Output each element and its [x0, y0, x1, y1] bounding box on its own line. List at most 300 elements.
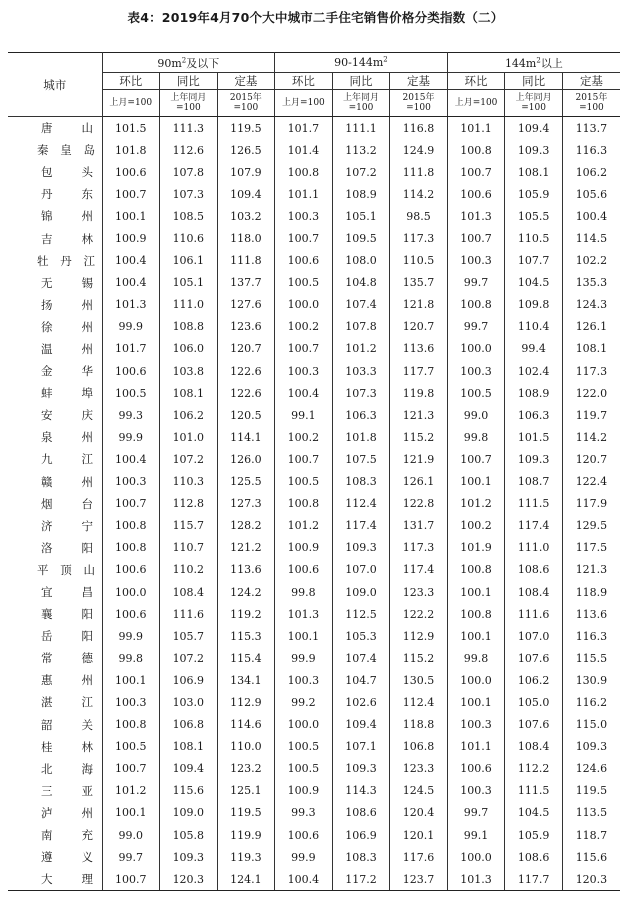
index-value-cell: 109.8 [505, 294, 563, 316]
city-name: 锦州 [41, 209, 93, 224]
index-value-cell: 100.6 [102, 161, 160, 183]
index-value-cell: 121.2 [217, 537, 275, 559]
index-value-cell: 105.1 [332, 205, 390, 227]
index-value-cell: 107.4 [332, 647, 390, 669]
index-value-cell: 119.7 [575, 408, 608, 422]
index-value-cell: 101.3 [447, 205, 505, 227]
index-value-cell: 135.7 [390, 272, 448, 294]
table-row [8, 183, 620, 205]
index-value-cell: 100.0 [447, 669, 505, 691]
table-row [8, 647, 620, 669]
city-name-cell [8, 272, 102, 294]
index-value-cell: 116.3 [575, 629, 608, 643]
index-value-cell: 128.2 [217, 515, 275, 537]
index-value-cell: 100.1 [102, 802, 160, 824]
index-value-cell: 110.5 [505, 227, 563, 249]
index-type-header: 同比 [160, 73, 218, 90]
index-value-cell: 108.4 [505, 581, 563, 603]
index-value-cell: 102.4 [505, 360, 563, 382]
index-base-header: 上年同月=100 [505, 90, 563, 117]
index-value-cell: 100.0 [275, 294, 333, 316]
index-value-cell: 113.7 [575, 121, 608, 135]
index-value-cell: 122.8 [390, 493, 448, 515]
index-value-cell: 98.5 [390, 205, 448, 227]
city-name: 济宁 [41, 518, 93, 533]
index-value-cell: 100.5 [275, 471, 333, 493]
index-value-cell: 100.7 [102, 868, 160, 891]
city-name: 扬州 [41, 297, 93, 312]
index-value-cell: 99.8 [102, 647, 160, 669]
index-value-cell: 105.8 [160, 824, 218, 846]
index-value-cell: 105.6 [575, 187, 608, 201]
index-value-cell: 125.1 [217, 780, 275, 802]
index-value-cell: 107.6 [505, 647, 563, 669]
city-name: 安庆 [41, 408, 93, 423]
city-name-cell [8, 360, 102, 382]
table-row [8, 448, 620, 470]
city-name-cell [8, 448, 102, 470]
index-value-cell: 114.2 [575, 430, 608, 444]
index-value-cell: 107.9 [217, 161, 275, 183]
city-name: 蚌埠 [41, 386, 93, 401]
city-name-cell [8, 183, 102, 205]
table-row [8, 294, 620, 316]
index-value-cell: 100.7 [102, 183, 160, 205]
index-value-cell: 108.0 [332, 250, 390, 272]
table-row [8, 338, 620, 360]
city-name: 烟台 [41, 496, 93, 511]
index-value-cell: 123.7 [390, 868, 448, 891]
index-value-cell: 104.5 [505, 802, 563, 824]
index-type-header: 定基 [390, 73, 448, 90]
index-value-cell: 106.1 [160, 250, 218, 272]
index-value-cell: 124.2 [217, 581, 275, 603]
index-value-cell: 100.9 [275, 780, 333, 802]
index-value-cell: 106.8 [390, 736, 448, 758]
table-row [8, 758, 620, 780]
index-value-cell: 99.0 [102, 824, 160, 846]
index-value-cell: 135.3 [575, 276, 608, 290]
index-value-cell: 111.0 [505, 537, 563, 559]
index-value-cell: 112.2 [505, 758, 563, 780]
index-value-cell: 106.2 [505, 669, 563, 691]
index-value-cell: 109.4 [505, 117, 563, 140]
city-name-cell [8, 824, 102, 846]
index-value-cell: 117.3 [390, 537, 448, 559]
index-value-cell: 129.5 [575, 519, 608, 533]
index-value-cell: 100.0 [447, 338, 505, 360]
index-value-cell: 100.6 [447, 758, 505, 780]
city-name: 南充 [41, 828, 93, 843]
index-value-cell: 119.5 [575, 784, 608, 798]
index-value-cell: 99.8 [275, 581, 333, 603]
index-value-cell: 99.4 [505, 338, 563, 360]
index-value-cell: 112.9 [217, 691, 275, 713]
table-row [8, 272, 620, 294]
index-value-cell: 110.3 [160, 471, 218, 493]
index-value-cell: 107.4 [332, 294, 390, 316]
city-name-cell [8, 647, 102, 669]
index-value-cell: 123.3 [390, 758, 448, 780]
index-value-cell: 127.6 [217, 294, 275, 316]
index-value-cell: 115.2 [390, 426, 448, 448]
city-name-cell [8, 581, 102, 603]
city-name: 遵义 [41, 850, 93, 865]
city-name-cell [8, 515, 102, 537]
index-value-cell: 137.7 [217, 272, 275, 294]
index-value-cell: 112.6 [160, 139, 218, 161]
table-row [8, 117, 620, 140]
index-value-cell: 120.4 [390, 802, 448, 824]
index-value-cell: 100.3 [447, 714, 505, 736]
index-value-cell: 107.3 [160, 183, 218, 205]
index-value-cell: 101.9 [447, 537, 505, 559]
index-value-cell: 126.0 [217, 448, 275, 470]
index-value-cell: 110.4 [505, 316, 563, 338]
index-value-cell: 101.8 [332, 426, 390, 448]
index-value-cell: 107.2 [160, 448, 218, 470]
index-value-cell: 100.7 [447, 227, 505, 249]
table-row [8, 360, 620, 382]
index-value-cell: 114.1 [217, 426, 275, 448]
index-value-cell: 101.7 [102, 338, 160, 360]
index-value-cell: 110.2 [160, 559, 218, 581]
table-row [8, 537, 620, 559]
index-value-cell: 119.3 [217, 846, 275, 868]
index-value-cell: 123.2 [217, 758, 275, 780]
index-value-cell: 118.0 [217, 227, 275, 249]
index-value-cell: 121.3 [390, 404, 448, 426]
index-value-cell: 100.5 [275, 736, 333, 758]
index-value-cell: 101.5 [505, 426, 563, 448]
index-value-cell: 115.2 [390, 647, 448, 669]
index-value-cell: 112.4 [390, 691, 448, 713]
index-value-cell: 105.7 [160, 625, 218, 647]
index-value-cell: 109.3 [505, 139, 563, 161]
index-value-cell: 124.5 [390, 780, 448, 802]
index-value-cell: 117.7 [390, 360, 448, 382]
index-value-cell: 109.3 [160, 846, 218, 868]
index-value-cell: 100.2 [275, 316, 333, 338]
index-value-cell: 100.0 [275, 714, 333, 736]
index-value-cell: 109.3 [505, 448, 563, 470]
index-value-cell: 102.6 [332, 691, 390, 713]
index-value-cell: 100.7 [102, 758, 160, 780]
index-value-cell: 99.1 [275, 404, 333, 426]
city-name-cell [8, 250, 102, 272]
index-value-cell: 108.7 [505, 471, 563, 493]
city-name: 洛阳 [41, 540, 93, 555]
index-value-cell: 101.4 [275, 139, 333, 161]
index-value-cell: 119.5 [217, 802, 275, 824]
index-value-cell: 117.7 [505, 868, 563, 891]
index-value-cell: 113.6 [217, 559, 275, 581]
index-value-cell: 106.3 [332, 404, 390, 426]
index-value-cell: 119.5 [217, 117, 275, 140]
index-value-cell: 99.7 [447, 802, 505, 824]
index-value-cell: 100.8 [447, 603, 505, 625]
city-name-cell [8, 294, 102, 316]
index-value-cell: 107.2 [160, 647, 218, 669]
index-value-cell: 104.8 [332, 272, 390, 294]
index-value-cell: 116.2 [575, 695, 608, 709]
index-value-cell: 100.5 [102, 736, 160, 758]
table-row [8, 515, 620, 537]
table-row [8, 316, 620, 338]
table-row [8, 625, 620, 647]
city-name: 大理 [41, 872, 93, 887]
index-value-cell: 99.2 [275, 691, 333, 713]
table-row [8, 139, 620, 161]
index-value-cell: 100.5 [447, 382, 505, 404]
city-name: 宜昌 [41, 585, 93, 600]
index-value-cell: 108.4 [505, 736, 563, 758]
city-name-cell [8, 139, 102, 161]
index-value-cell: 101.3 [102, 294, 160, 316]
index-value-cell: 100.1 [447, 625, 505, 647]
index-value-cell: 113.6 [575, 607, 608, 621]
index-value-cell: 116.3 [575, 143, 608, 157]
index-value-cell: 124.9 [390, 139, 448, 161]
index-value-cell: 114.6 [217, 714, 275, 736]
index-value-cell: 100.1 [102, 205, 160, 227]
index-value-cell: 119.2 [217, 603, 275, 625]
city-name: 三亚 [41, 783, 93, 798]
index-value-cell: 109.5 [332, 227, 390, 249]
index-value-cell: 106.9 [332, 824, 390, 846]
index-value-cell: 100.3 [275, 669, 333, 691]
index-value-cell: 100.1 [275, 625, 333, 647]
index-value-cell: 123.3 [390, 581, 448, 603]
city-name: 常德 [41, 651, 93, 666]
table-row [8, 846, 620, 868]
index-value-cell: 100.8 [447, 139, 505, 161]
index-value-cell: 114.2 [390, 183, 448, 205]
index-value-cell: 117.4 [390, 559, 448, 581]
city-name: 九江 [41, 452, 93, 467]
city-name: 韶关 [41, 717, 93, 732]
index-value-cell: 105.9 [505, 183, 563, 205]
index-value-cell: 101.8 [102, 139, 160, 161]
index-type-header: 环比 [447, 73, 505, 90]
index-value-cell: 125.5 [217, 471, 275, 493]
index-value-cell: 100.7 [447, 161, 505, 183]
index-value-cell: 103.8 [160, 360, 218, 382]
index-value-cell: 99.8 [447, 426, 505, 448]
index-value-cell: 101.2 [102, 780, 160, 802]
index-value-cell: 107.5 [332, 448, 390, 470]
index-type-header: 定基 [217, 73, 275, 90]
index-value-cell: 100.3 [275, 205, 333, 227]
index-value-cell: 111.1 [332, 117, 390, 140]
table-row [8, 802, 620, 824]
index-value-cell: 130.5 [390, 669, 448, 691]
index-value-cell: 99.1 [447, 824, 505, 846]
size-group-header: $144m^2$以上 [447, 53, 620, 73]
index-value-cell: 109.4 [160, 758, 218, 780]
index-value-cell: 115.3 [217, 625, 275, 647]
index-value-cell: 100.8 [102, 515, 160, 537]
index-value-cell: 106.2 [160, 404, 218, 426]
city-name: 包头 [41, 165, 93, 180]
city-name-cell [8, 846, 102, 868]
index-value-cell: 120.3 [562, 868, 620, 891]
table-row [8, 780, 620, 802]
index-value-cell: 107.8 [160, 161, 218, 183]
index-value-cell: 105.3 [332, 625, 390, 647]
table-row [8, 227, 620, 249]
index-base-header: 2015年=100 [562, 90, 620, 117]
city-name-cell [8, 691, 102, 713]
index-value-cell: 100.3 [275, 360, 333, 382]
index-value-cell: 114.3 [332, 780, 390, 802]
index-value-cell: 117.3 [575, 364, 608, 378]
index-value-cell: 100.1 [447, 581, 505, 603]
index-value-cell: 112.4 [332, 493, 390, 515]
index-value-cell: 100.1 [447, 471, 505, 493]
index-type-header: 同比 [332, 73, 390, 90]
table-row [8, 250, 620, 272]
index-value-cell: 101.1 [447, 736, 505, 758]
index-value-cell: 117.2 [332, 868, 390, 891]
index-value-cell: 101.5 [102, 117, 160, 140]
city-name-cell [8, 426, 102, 448]
table-row [8, 736, 620, 758]
index-value-cell: 108.9 [332, 183, 390, 205]
index-value-cell: 100.9 [102, 227, 160, 249]
index-value-cell: 134.1 [217, 669, 275, 691]
table-row [8, 161, 620, 183]
index-value-cell: 105.9 [505, 824, 563, 846]
index-value-cell: 122.4 [575, 475, 608, 489]
index-value-cell: 99.9 [102, 426, 160, 448]
index-value-cell: 112.5 [332, 603, 390, 625]
index-value-cell: 108.9 [505, 382, 563, 404]
city-name-cell [8, 338, 102, 360]
city-column-header: 城市 [8, 53, 102, 117]
index-value-cell: 108.4 [160, 581, 218, 603]
index-value-cell: 130.9 [575, 673, 608, 687]
city-name-cell [8, 404, 102, 426]
table-row [8, 493, 620, 515]
index-value-cell: 113.2 [332, 139, 390, 161]
index-type-header: 同比 [505, 73, 563, 90]
index-value-cell: 121.9 [390, 448, 448, 470]
index-value-cell: 99.9 [275, 846, 333, 868]
index-value-cell: 100.0 [447, 846, 505, 868]
table-row [8, 581, 620, 603]
index-value-cell: 112.9 [390, 625, 448, 647]
index-base-header: 2015年=100 [217, 90, 275, 117]
index-value-cell: 100.1 [447, 691, 505, 713]
index-value-cell: 101.3 [275, 603, 333, 625]
index-value-cell: 108.6 [505, 559, 563, 581]
city-name-cell [8, 117, 102, 140]
index-value-cell: 100.8 [102, 537, 160, 559]
index-value-cell: 111.5 [505, 493, 563, 515]
table-row [8, 669, 620, 691]
index-value-cell: 109.4 [217, 183, 275, 205]
table-row [8, 404, 620, 426]
index-value-cell: 121.8 [390, 294, 448, 316]
index-value-cell: 124.6 [575, 762, 608, 776]
city-name-cell [8, 205, 102, 227]
city-name-cell [8, 625, 102, 647]
city-name-cell [8, 227, 102, 249]
price-index-table [8, 52, 620, 891]
index-value-cell: 106.9 [160, 669, 218, 691]
index-value-cell: 106.2 [575, 165, 608, 179]
index-base-header: 上月=100 [102, 90, 160, 117]
index-base-header: 上月=100 [447, 90, 505, 117]
table-row [8, 714, 620, 736]
index-value-cell: 101.2 [275, 515, 333, 537]
city-name: 泸州 [41, 805, 93, 820]
index-value-cell: 106.0 [160, 338, 218, 360]
city-name-cell [8, 161, 102, 183]
index-value-cell: 126.1 [575, 320, 608, 334]
index-value-cell: 120.7 [217, 338, 275, 360]
index-value-cell: 107.3 [332, 382, 390, 404]
index-value-cell: 117.5 [575, 541, 608, 555]
index-value-cell: 124.3 [575, 298, 608, 312]
index-value-cell: 123.6 [217, 316, 275, 338]
index-value-cell: 100.3 [447, 250, 505, 272]
index-value-cell: 122.2 [390, 603, 448, 625]
city-name-cell [8, 316, 102, 338]
index-value-cell: 99.8 [447, 647, 505, 669]
index-value-cell: 100.2 [275, 426, 333, 448]
index-type-header: 环比 [102, 73, 160, 90]
index-value-cell: 108.6 [505, 846, 563, 868]
index-value-cell: 114.5 [575, 232, 608, 246]
index-value-cell: 115.6 [575, 850, 608, 864]
index-value-cell: 120.5 [217, 404, 275, 426]
index-value-cell: 111.3 [160, 117, 218, 140]
index-value-cell: 117.6 [390, 846, 448, 868]
index-value-cell: 109.4 [332, 714, 390, 736]
index-value-cell: 99.7 [447, 272, 505, 294]
index-value-cell: 109.3 [332, 537, 390, 559]
index-value-cell: 99.0 [447, 404, 505, 426]
index-value-cell: 107.0 [332, 559, 390, 581]
index-value-cell: 111.5 [505, 780, 563, 802]
index-value-cell: 122.6 [217, 382, 275, 404]
index-value-cell: 100.7 [275, 448, 333, 470]
city-name: 北海 [41, 761, 93, 776]
city-name-cell [8, 669, 102, 691]
index-value-cell: 102.2 [575, 254, 608, 268]
index-value-cell: 100.8 [102, 714, 160, 736]
index-value-cell: 100.8 [275, 493, 333, 515]
index-value-cell: 100.5 [102, 382, 160, 404]
table-row [8, 426, 620, 448]
index-value-cell: 100.4 [275, 868, 333, 891]
index-value-cell: 100.6 [102, 603, 160, 625]
index-value-cell: 100.6 [275, 824, 333, 846]
index-value-cell: 100.4 [575, 209, 608, 223]
index-base-header: 上年同月=100 [332, 90, 390, 117]
index-value-cell: 131.7 [390, 515, 448, 537]
index-value-cell: 120.1 [390, 824, 448, 846]
index-value-cell: 104.7 [332, 669, 390, 691]
index-value-cell: 115.4 [217, 647, 275, 669]
index-value-cell: 109.0 [160, 802, 218, 824]
index-value-cell: 112.8 [160, 493, 218, 515]
city-name: 赣州 [41, 474, 93, 489]
index-value-cell: 119.8 [390, 382, 448, 404]
index-value-cell: 100.1 [102, 669, 160, 691]
